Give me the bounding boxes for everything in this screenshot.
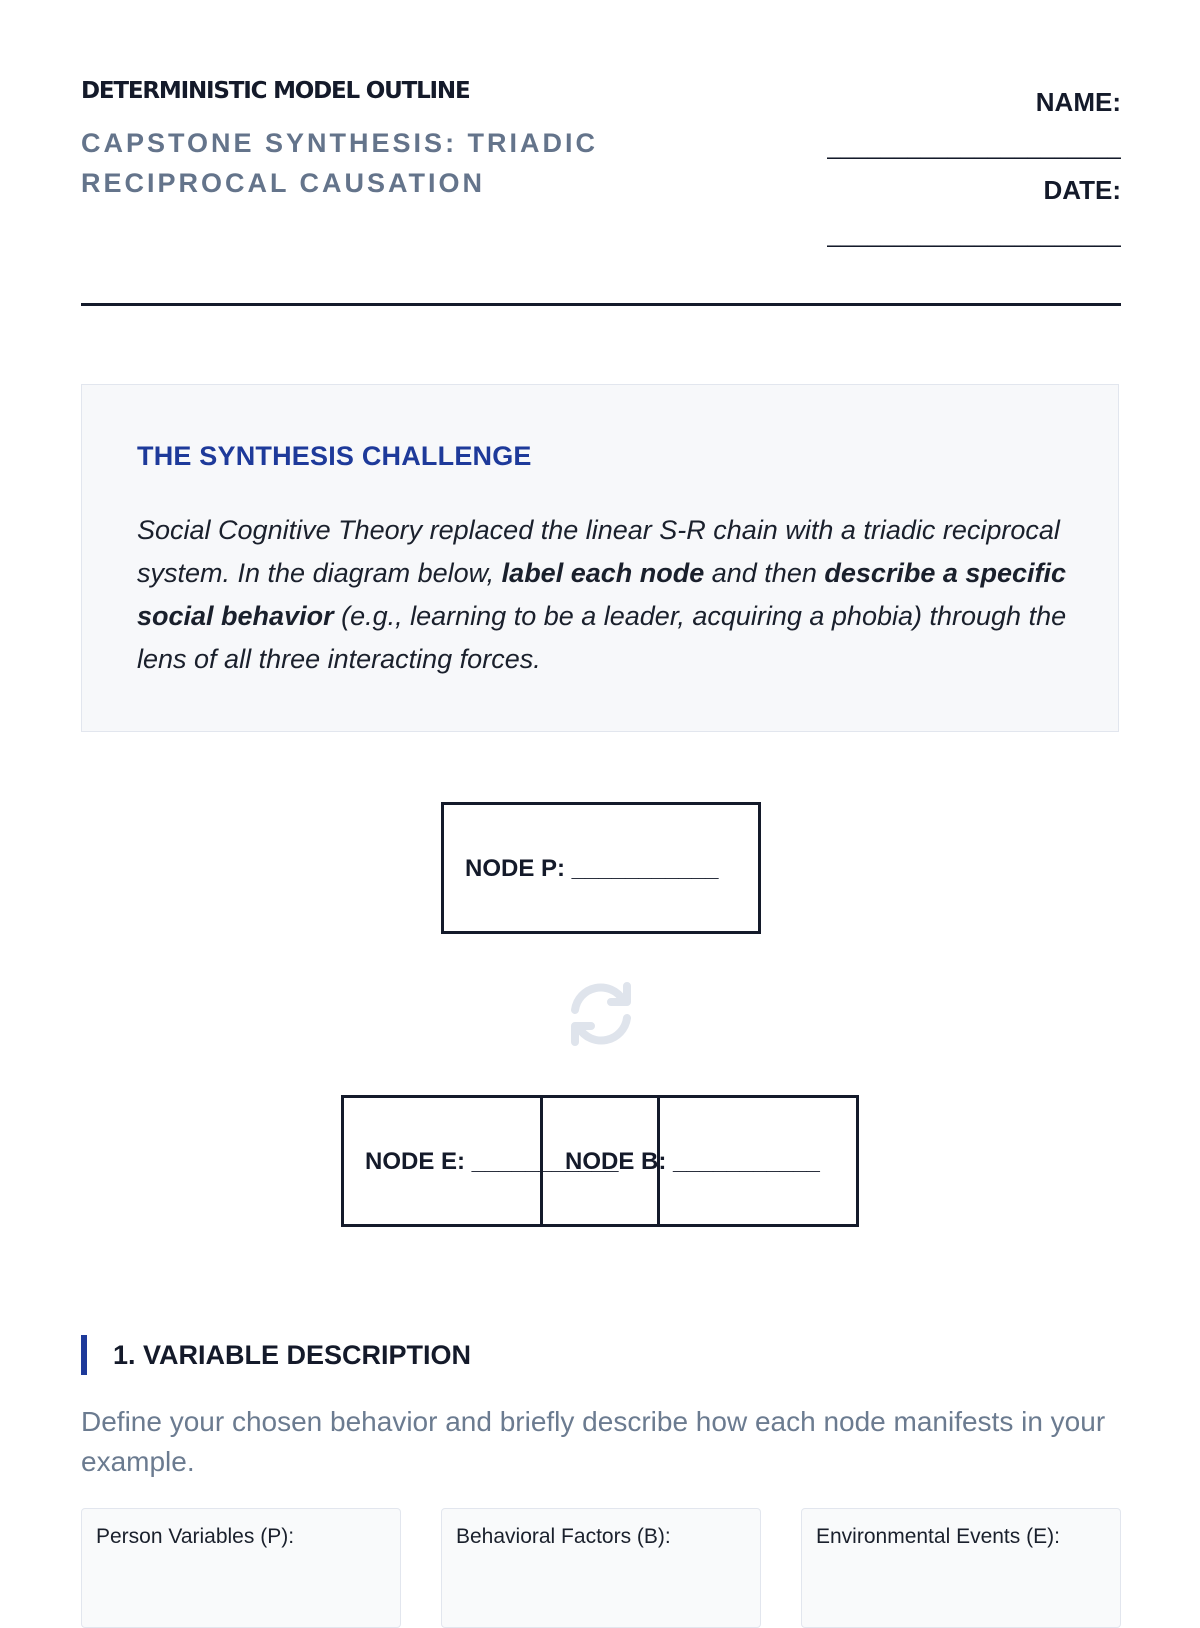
section-description: Define your chosen behavior and briefly describe how each node manifests in your example. (81, 1406, 1106, 1477)
node-e-box[interactable] (341, 1095, 619, 1227)
sync-icon (565, 978, 637, 1050)
node-e-label: NODE E: ___________ (365, 1148, 619, 1175)
environmental-events-field[interactable] (801, 1508, 1121, 1628)
date-field[interactable]: ______________________ (827, 221, 1121, 248)
synthesis-challenge-box (81, 384, 1119, 732)
behavioral-factors-field[interactable] (441, 1508, 761, 1628)
challenge-text-part2: and then (704, 558, 825, 588)
behavioral-factors-label: Behavioral Factors (B): (456, 1525, 671, 1548)
challenge-text-part3: (e.g., learning to be a leader, acquiring a phobia) through the lens of all three interacting forces. (137, 601, 1067, 674)
section-accent-bar (81, 1335, 87, 1375)
challenge-instructions (137, 509, 1072, 681)
name-field[interactable]: ______________________ (827, 133, 1121, 160)
student-info (781, 84, 1121, 252)
challenge-emphasis-describe: describe a specific social behavior (137, 558, 1066, 631)
document-title: DETERMINISTIC MODEL OUTLINE (81, 78, 470, 104)
node-b-box[interactable] (565, 1095, 859, 1227)
challenge-text-part1: Social Cognitive Theory replaced the linear S-R chain with a triadic reciprocal system. In the diagram below, (137, 515, 1060, 588)
person-variables-label: Person Variables (P): (96, 1525, 295, 1548)
document-subtitle: CAPSTONE SYNTHESIS: TRIADIC RECIPROCAL CAUSATION (81, 128, 599, 198)
challenge-emphasis-label: label each node (501, 558, 705, 588)
node-b-label: NODE B: ___________ (565, 1148, 820, 1175)
worksheet-page (81, 0, 1121, 1600)
person-variables-field[interactable] (81, 1508, 401, 1628)
node-p-label: NODE P: ___________ (465, 855, 719, 882)
date-label: DATE: (1043, 175, 1121, 205)
challenge-title: THE SYNTHESIS CHALLENGE (137, 441, 532, 471)
name-label: NAME: (1035, 87, 1121, 117)
worksheet-header (81, 0, 1121, 306)
environmental-events-label: Environmental Events (E): (816, 1525, 1060, 1548)
node-p-box[interactable] (441, 802, 761, 934)
section-title-variable-description: 1. VARIABLE DESCRIPTION (113, 1340, 472, 1370)
